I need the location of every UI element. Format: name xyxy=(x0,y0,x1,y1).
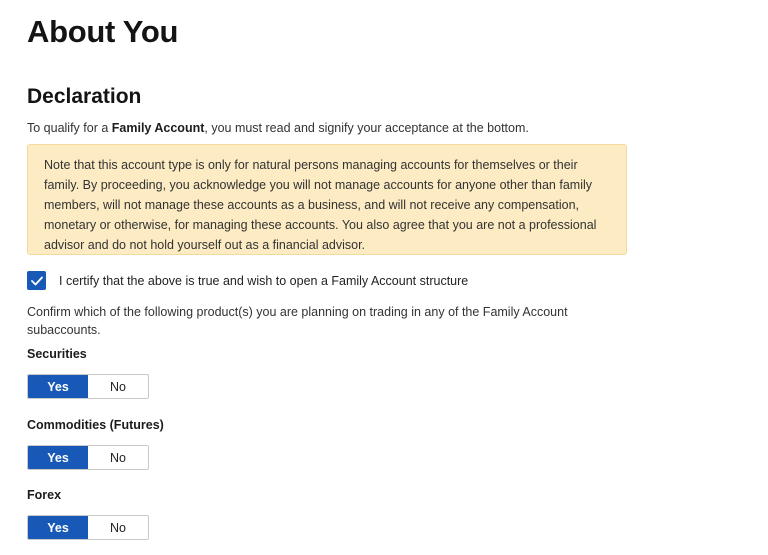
certify-label: I certify that the above is true and wish to open a Family Account structure xyxy=(59,273,469,288)
commodities-toggle xyxy=(27,445,149,470)
declaration-notice: Note that this account type is only for natural persons managing accounts for themselves or their family. By proceeding, you acknowledge you will not manage accounts for anyone other than family members, will not manage these accounts as a business, and will not receive any compensation, monetary or otherwise, for managing these accounts. You also agree that you are not a professional advisor and do not hold yourself out as a financial advisor. xyxy=(27,144,627,255)
certify-row xyxy=(27,271,468,290)
checkmark-icon xyxy=(31,276,43,286)
forex-no-button[interactable]: No xyxy=(110,520,126,535)
products-prompt: Confirm which of the following product(s) you are planning on trading in any of the Family Account subaccounts. xyxy=(27,305,568,337)
page-title: About You xyxy=(27,14,179,49)
forex-label: Forex xyxy=(27,488,62,502)
commodities-no-button[interactable]: No xyxy=(110,450,126,465)
intro-account-type: Family Account xyxy=(111,121,205,135)
declaration-title: Declaration xyxy=(27,85,142,108)
forex-yes-button[interactable]: Yes xyxy=(28,516,88,539)
certify-checkbox[interactable] xyxy=(27,271,46,290)
declaration-intro xyxy=(27,121,529,135)
securities-yes-button[interactable]: Yes xyxy=(28,375,88,398)
securities-toggle xyxy=(27,374,149,399)
intro-prefix: To qualify for a xyxy=(27,121,112,135)
forex-toggle xyxy=(27,515,149,540)
commodities-label: Commodities (Futures) xyxy=(27,418,164,432)
commodities-yes-button[interactable]: Yes xyxy=(28,446,88,469)
intro-suffix: , you must read and signify your acceptance at the bottom. xyxy=(204,121,529,135)
securities-label: Securities xyxy=(27,347,87,361)
securities-no-button[interactable]: No xyxy=(110,379,126,394)
